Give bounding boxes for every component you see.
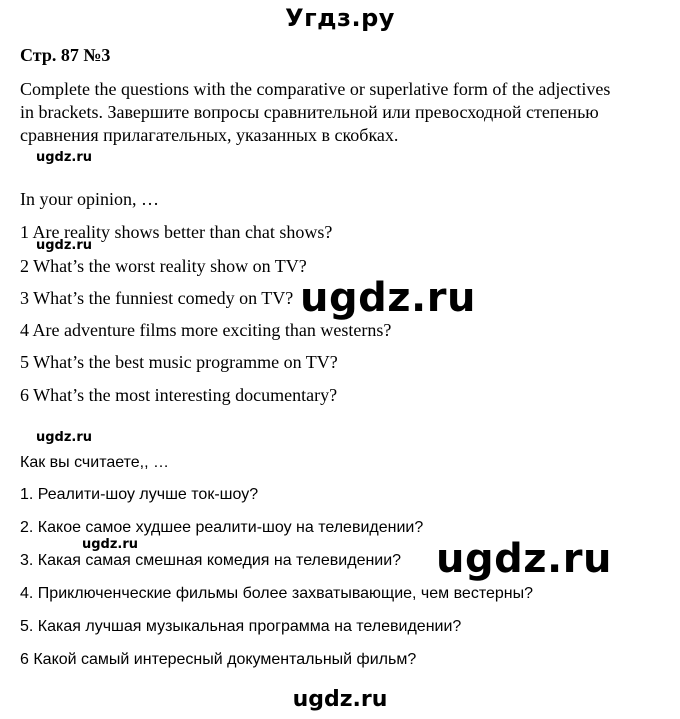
russian-item-1: 1. Реалити-шоу лучше ток-шоу? [20,486,259,503]
watermark-small: ugdz.ru [36,430,93,445]
watermark-small: ugdz.ru [36,150,93,165]
russian-intro: Как вы считаете,, … [20,454,169,471]
watermark-small: ugdz.ru [82,537,139,552]
english-item-4: 4 Are adventure films more exciting than westerns? [20,320,392,340]
instruction-line-1: Complete the questions with the comparative or superlative form of the adjectives [20,79,611,99]
exercise-title: Стр. 87 №3 [20,45,111,65]
site-title: Угдз.ру [285,4,395,32]
instruction-line-3: сравнения прилагательных, указанных в скобках. [20,125,399,145]
english-item-5: 5 What’s the best music programme on TV? [20,352,338,372]
watermark-large: ugdz.ru [436,536,612,582]
english-item-1: 1 Are reality shows better than chat shows? [20,222,333,242]
english-item-2: 2 What’s the worst reality show on TV? [20,256,307,276]
instruction-line-2: in brackets. Завершите вопросы сравнительной или превосходной степенью [20,102,599,122]
english-item-3: 3 What’s the funniest comedy on TV? [20,288,294,308]
russian-item-3: 3. Какая самая смешная комедия на телевидении? [20,552,402,569]
english-item-6: 6 What’s the most interesting documentary? [20,385,338,405]
english-intro: In your opinion, … [20,189,159,209]
russian-item-4: 4. Приключенческие фильмы более захватывающие, чем вестерны? [20,585,533,602]
watermark-small: ugdz.ru [36,238,93,253]
watermark-large: ugdz.ru [300,275,476,321]
russian-item-6: 6 Какой самый интересный документальный фильм? [20,651,417,668]
russian-item-5: 5. Какая лучшая музыкальная программа на телевидении? [20,618,462,635]
russian-item-2: 2. Какое самое худшее реалити-шоу на телевидении? [20,519,424,536]
watermark-footer: ugdz.ru [292,687,388,712]
